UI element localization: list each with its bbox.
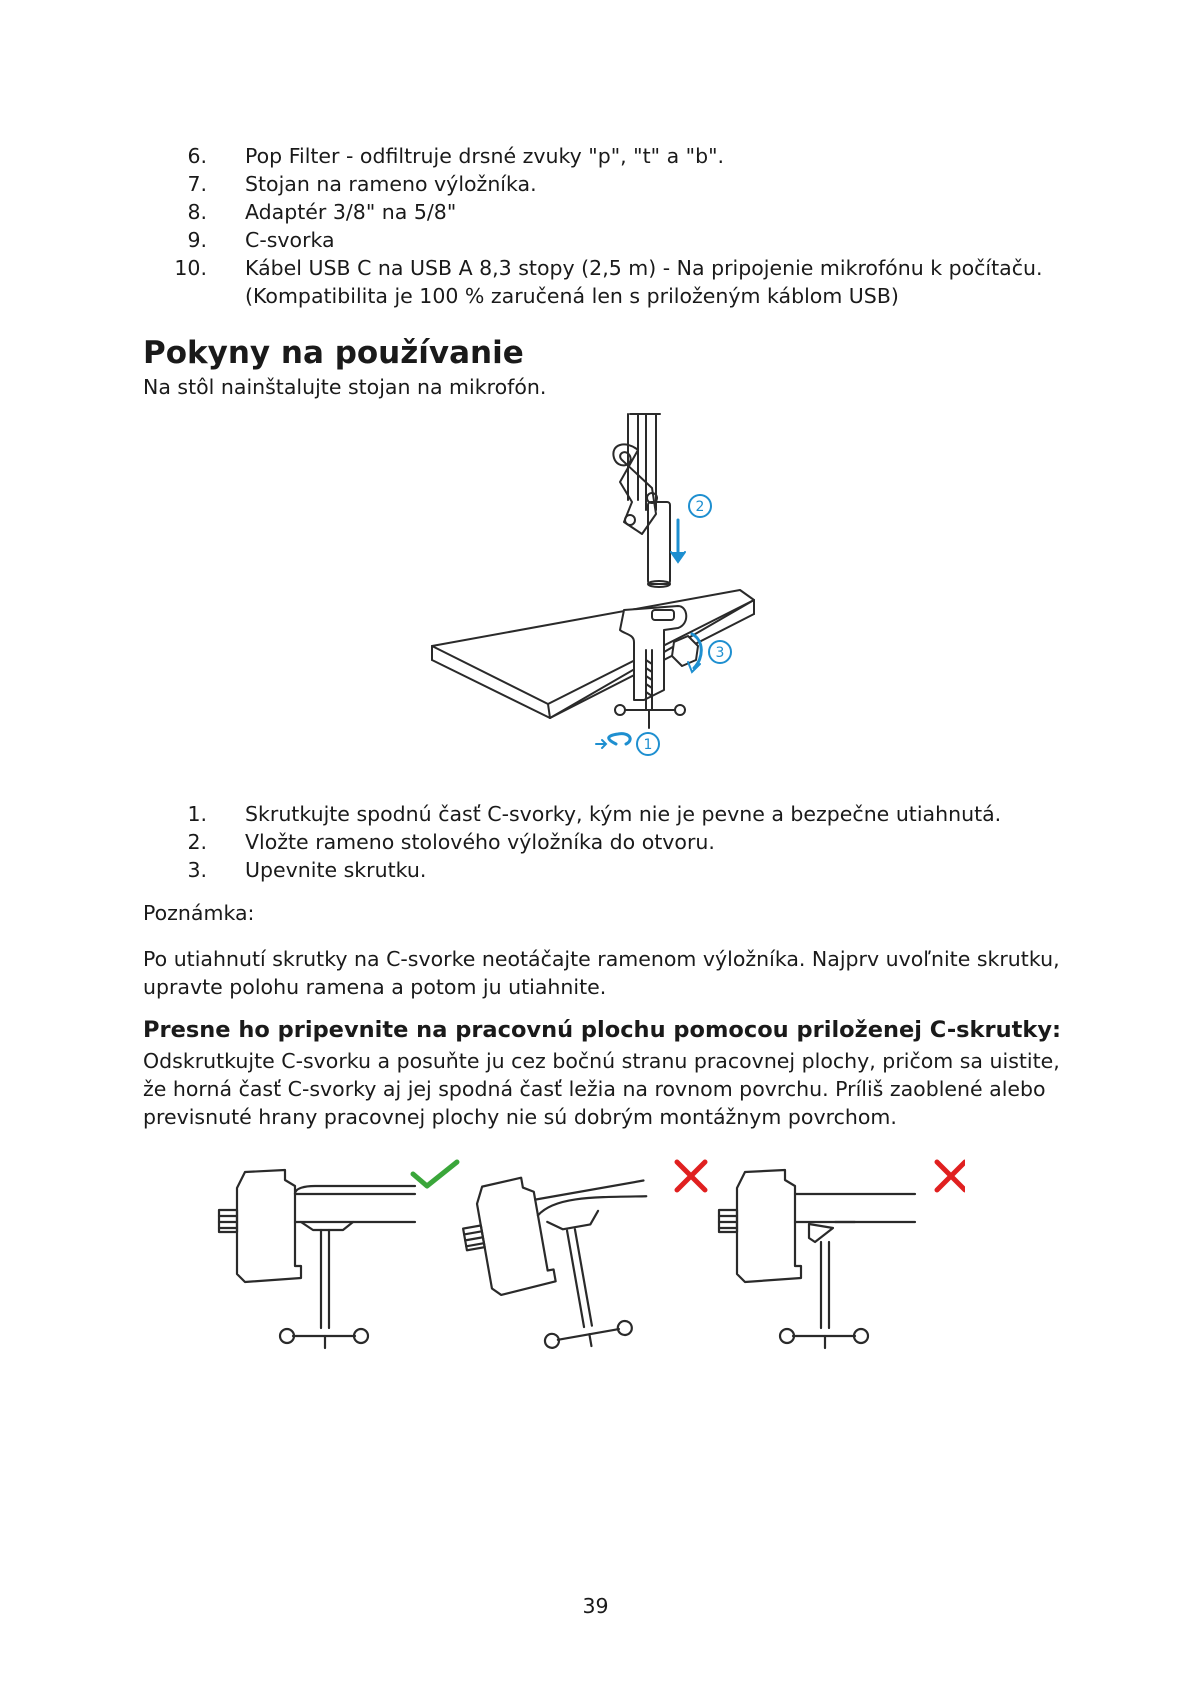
clamp-correct [219,1170,415,1348]
step-1-label: 1 [643,737,653,753]
installation-steps [171,800,1071,884]
section-intro: Na stôl nainštalujte stojan na mikrofón. [143,375,547,399]
list-item: 7. Stojan na rameno výložníka. [187,172,537,196]
list-item: 10. Kábel USB C na USB A 8,3 stopy (2,5 m) - Na pripojenie mikrofónu k počítaču. (Kompatibilita je 100 % zaručená len s priloženým káblom USB) [174,256,1043,308]
list-item: 6. Pop Filter - odfiltruje drsné zvuky "p", "t" a "b". [187,144,725,168]
page-number: 39 [582,1594,609,1618]
list-item: 9. C-svorka [187,228,335,252]
cross-icon [677,1162,705,1190]
check-icon [413,1162,457,1186]
clamp-installation-figure [420,410,780,780]
step-2-label: 2 [695,499,705,515]
list-item: 8. Adaptér 3/8" na 5/8" [187,200,457,224]
mounting-subheading: Presne ho pripevnite na pracovnú plochu pomocou priloženej C-skrutky: [143,1017,1062,1043]
section-title: Pokyny na používanie [143,335,524,371]
list-item: 2. Vložte rameno stolového výložníka do otvoru. [187,830,715,854]
mounting-examples-figure [205,1158,965,1408]
list-item: 3. Upevnite skrutku. [187,858,427,882]
step-3-label: 3 [715,645,725,661]
cross-icon [937,1162,965,1190]
clamp-wrong-overhang [719,1170,915,1348]
list-item: 1. Skrutkujte spodnú časť C-svorky, kým nie je pevne a bezpečne utiahnutá. [187,802,1002,826]
note-label: Poznámka: [143,901,255,925]
component-list [171,142,1071,310]
clamp-wrong-tilted [456,1158,670,1364]
note-text: Po utiahnutí skrutky na C-svorke neotáčajte ramenom výložníka. Najprv uvoľnite skrutku, upravte polohu ramena a potom ju utiahnite. [143,947,1060,999]
mounting-paragraph: Odskrutkujte C-svorku a posuňte ju cez bočnú stranu pracovnej plochy, pričom sa uistite, že horná časť C-svorky aj jej spodná časť ležia na rovnom povrchu. Príliš zaoblené alebo previsnuté hrany pracovnej plochy nie sú dobrým montážnym povrchom. [143,1049,1060,1129]
